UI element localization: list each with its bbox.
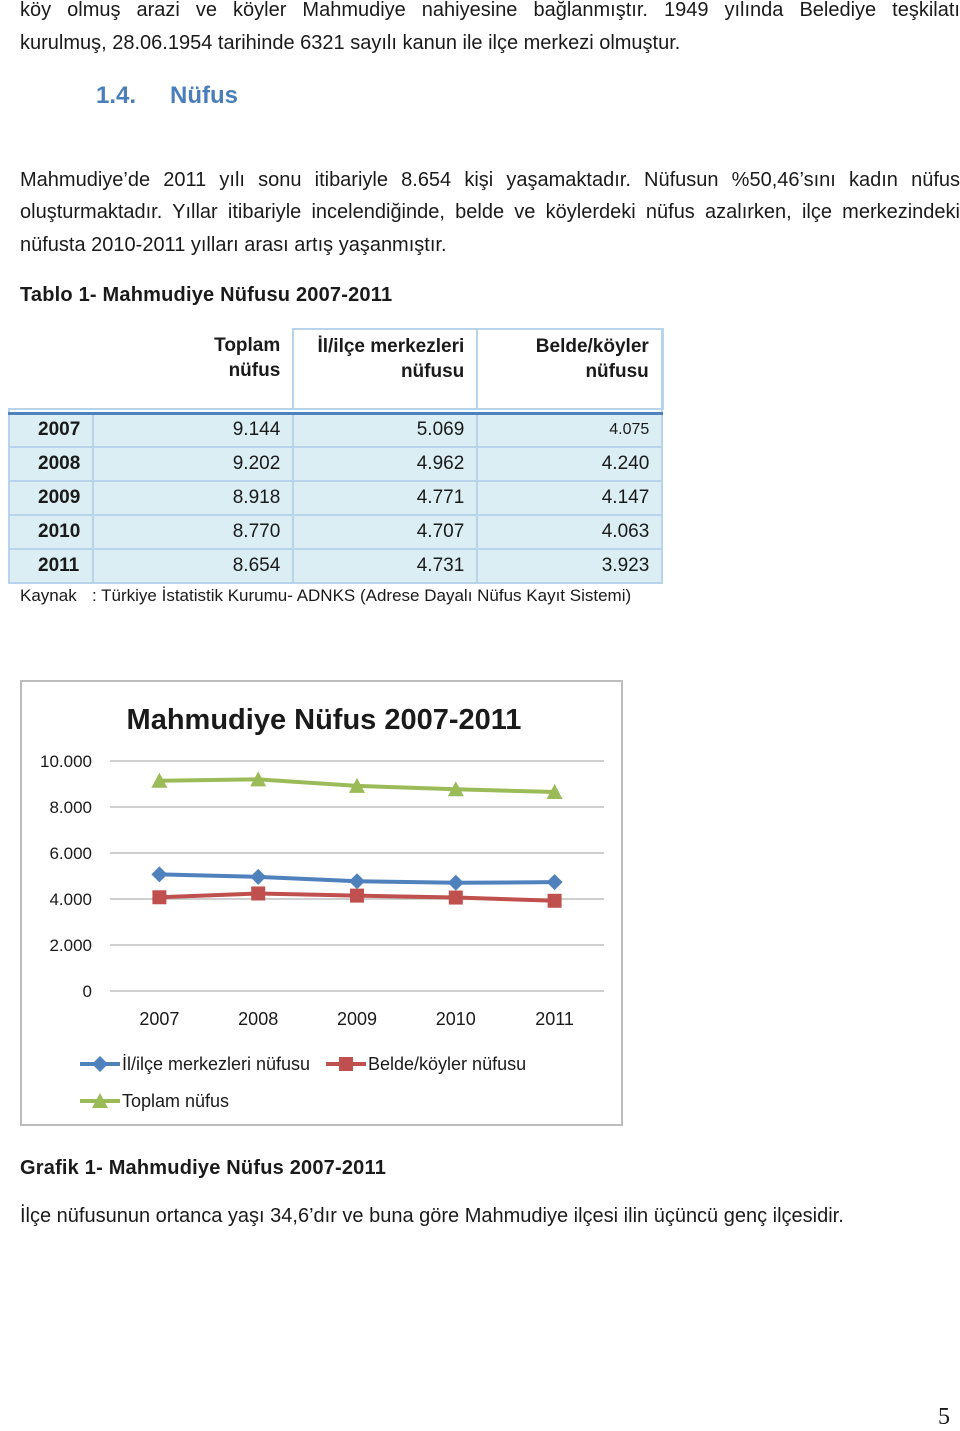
paragraph-line: kurulmuş, 28.06.1954 tarihinde 6321 sayılı kanun ile ilçe merkezi olmuştur. xyxy=(20,32,681,54)
cell-center: 4.771 xyxy=(293,481,477,515)
table-row xyxy=(9,549,662,583)
legend-label: Toplam nüfus xyxy=(122,1091,230,1111)
population-table xyxy=(8,328,664,584)
chart-caption: Grafik 1- Mahmudiye Nüfus 2007-2011 xyxy=(20,1157,387,1179)
data-point xyxy=(449,891,463,905)
cell-village: 3.923 xyxy=(477,549,662,583)
x-tick-label: 2009 xyxy=(336,1009,378,1029)
data-point xyxy=(250,869,266,885)
cell-total: 9.202 xyxy=(93,447,293,481)
header-village xyxy=(477,329,662,409)
cell-total: 8.654 xyxy=(93,549,293,583)
paragraph-line: oluşturmaktadır. Yıllar itibariyle incelendiğinde, belde ve köylerdeki nüfus azalırken, ilçe merkezindeki xyxy=(20,201,960,223)
header-year xyxy=(9,329,93,409)
cell-year: 2010 xyxy=(9,515,93,549)
table-header-row xyxy=(9,329,662,409)
header-line: nüfus xyxy=(228,360,281,381)
legend-marker xyxy=(92,1056,108,1072)
header-total xyxy=(93,329,293,409)
header-line: Belde/köyler xyxy=(535,336,649,357)
section-heading xyxy=(96,82,238,110)
chart-title: Mahmudiye Nüfus 2007-2011 xyxy=(126,704,522,736)
data-point xyxy=(548,894,562,908)
table-source xyxy=(20,586,631,606)
source-label: Kaynak xyxy=(20,586,77,605)
cell-year: 2011 xyxy=(9,549,93,583)
header-line: Toplam xyxy=(214,335,281,356)
cell-center: 4.707 xyxy=(293,515,477,549)
table-row xyxy=(9,515,662,549)
cell-total: 8.770 xyxy=(93,515,293,549)
population-chart xyxy=(20,680,623,1126)
page-number: 5 xyxy=(938,1404,950,1430)
data-point xyxy=(448,875,464,891)
x-tick-label: 2008 xyxy=(238,1009,279,1029)
chart-canvas xyxy=(22,682,621,1124)
cell-village: 4.063 xyxy=(477,515,662,549)
y-tick-label: 2.000 xyxy=(49,936,92,955)
header-line: nüfusu xyxy=(400,361,465,382)
source-text: : Türkiye İstatistik Kurumu- ADNKS (Adrese Dayalı Nüfus Kayıt Sistemi) xyxy=(92,586,632,605)
table-row xyxy=(9,447,662,481)
data-point xyxy=(151,866,167,882)
data-point xyxy=(349,873,365,889)
paragraph-line: Mahmudiye’de 2011 yılı sonu itibariyle 8.654 kişi yaşamaktadır. Nüfusun %50,46’sını kadın nüfus xyxy=(20,169,960,191)
y-tick-label: 6.000 xyxy=(49,844,92,863)
y-tick-label: 10.000 xyxy=(40,752,92,771)
header-center xyxy=(293,329,477,409)
x-tick-label: 2007 xyxy=(139,1009,180,1029)
cell-total: 8.918 xyxy=(93,481,293,515)
data-point xyxy=(350,889,364,903)
header-line: İl/ilçe merkezleri xyxy=(317,336,465,357)
table-row xyxy=(9,481,662,515)
x-tick-label: 2011 xyxy=(535,1009,574,1029)
y-tick-label: 8.000 xyxy=(49,798,92,817)
legend-marker xyxy=(339,1057,353,1071)
cell-year: 2008 xyxy=(9,447,93,481)
cell-village: 4.240 xyxy=(477,447,662,481)
header-line: nüfusu xyxy=(585,361,649,382)
table-row xyxy=(9,413,662,447)
cell-center: 4.962 xyxy=(293,447,477,481)
table-caption: Tablo 1- Mahmudiye Nüfusu 2007-2011 xyxy=(20,284,393,306)
cell-center: 4.731 xyxy=(293,549,477,583)
data-point xyxy=(547,874,563,890)
section-number: 1.4. xyxy=(96,82,137,109)
paragraph-line: nüfusta 2010-2011 yılları arası artış yaşanmıştır. xyxy=(20,234,447,256)
y-tick-label: 0 xyxy=(82,982,92,1001)
cell-total: 9.144 xyxy=(93,413,293,447)
legend-label: İl/ilçe merkezleri nüfusu xyxy=(122,1054,311,1074)
y-tick-label: 4.000 xyxy=(49,890,92,909)
cell-village: 4.147 xyxy=(477,481,662,515)
legend-label: Belde/köyler nüfusu xyxy=(368,1054,527,1074)
data-point xyxy=(152,890,166,904)
paragraph-line: İlçe nüfusunun ortanca yaşı 34,6’dır ve buna göre Mahmudiye ilçesi ilin üçüncü genç ilçesidir. xyxy=(20,1205,844,1227)
cell-center: 5.069 xyxy=(293,413,477,447)
cell-year: 2009 xyxy=(9,481,93,515)
data-point xyxy=(251,886,265,900)
section-title: Nüfus xyxy=(170,82,238,109)
cell-village: 4.075 xyxy=(477,413,662,447)
paragraph-line: köy olmuş arazi ve köyler Mahmudiye nahiyesine bağlanmıştır. 1949 yılında Belediye teşkilatı xyxy=(20,0,960,21)
x-tick-label: 2010 xyxy=(435,1009,476,1029)
cell-year: 2007 xyxy=(9,413,93,447)
